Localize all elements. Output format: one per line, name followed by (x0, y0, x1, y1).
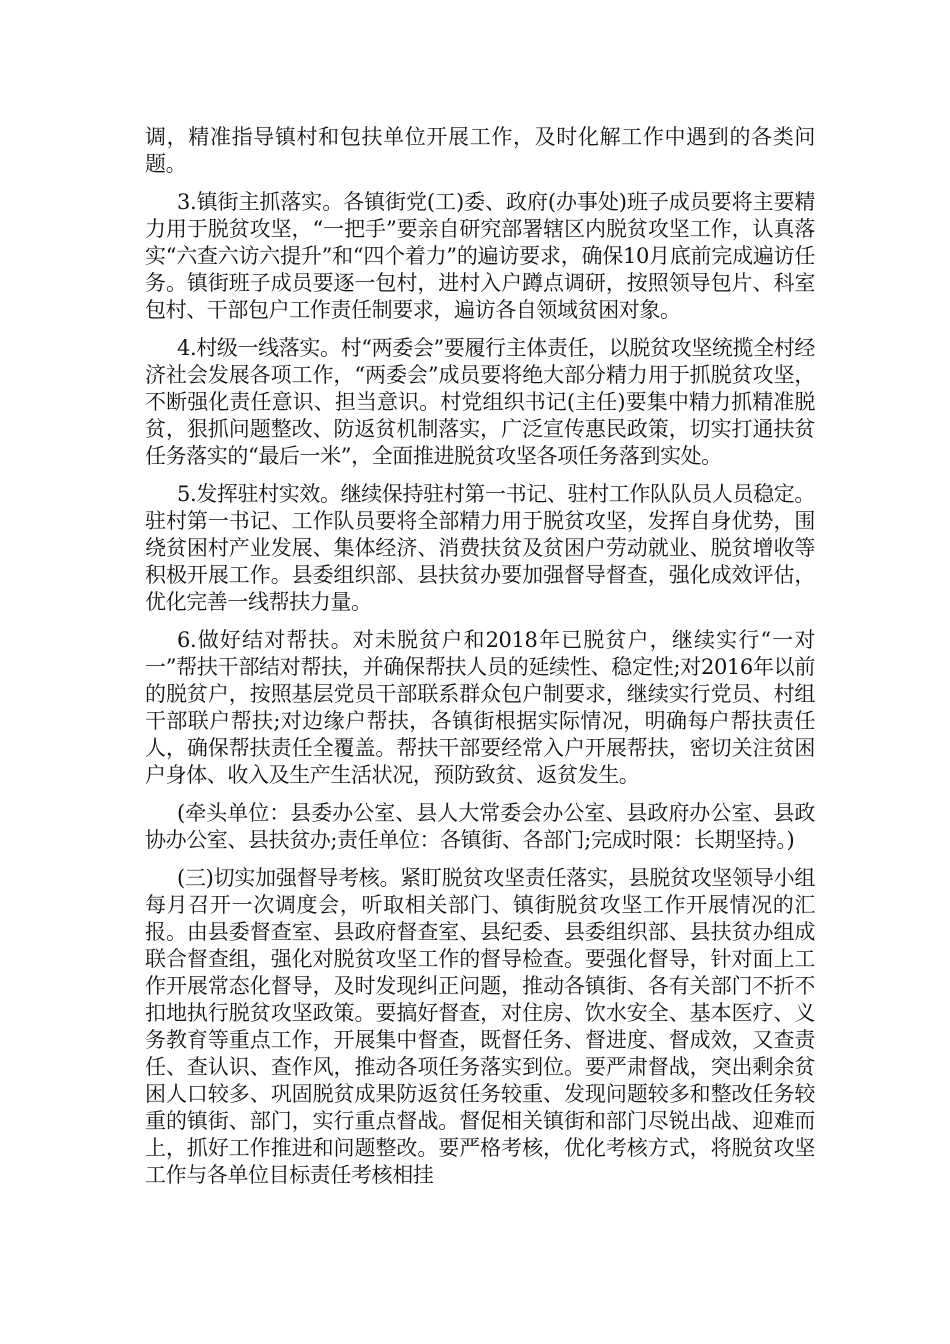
paragraph-continuation: 调，精准指导镇村和包扶单位开展工作，及时化解工作中遇到的各类问题。 (145, 125, 815, 176)
paragraph-section-3: (三)切实加强督导考核。紧盯脱贫攻坚责任落实，县脱贫攻坚领导小组每月召开一次调度会，听取相关部门、镇街脱贫攻坚工作开展情况的汇报。由县委督查室、县政府督查室、县纪委、县委组织部、县扶贫办组成联合督查组，强化对脱贫攻坚工作的督导检查。要强化督导，针对面上工作开展常态化督导，及时发现纠正问题，推动各镇街、各有关部门不折不扣地执行脱贫攻坚政策。要搞好督查，对住房、饮水安全、基本医疗、义务教育等重点工作，开展集中督查，既督任务、督进度、督成效，又查责任、查认识、查作风，推动各项任务落实到位。要严肃督战，突出剩余贫困人口较多、巩固脱贫成果防返贫任务较重、发现问题较多和整改任务较重的镇街、部门，实行重点督战。督促相关镇街和部门尽锐出战、迎难而上，抓好工作推进和问题整改。要严格考核，优化考核方式，将脱贫攻坚工作与各单位目标责任考核相挂 (145, 866, 815, 1187)
paragraph-item-4: 4.村级一线落实。村“两委会”要履行主体责任，以脱贫攻坚统揽全村经济社会发展各项工作，“两委会”成员要将绝大部分精力用于抓脱贫攻坚，不断强化责任意识、担当意识。村党组织书记(主任)要集中精力抓精准脱贫，狠抓问题整改、防返贫机制落实，广泛宣传惠民政策，切实打通扶贫任务落实的“最后一米”，全面推进脱贫攻坚各项任务落到实处。 (145, 336, 815, 468)
paragraph-item-6: 6.做好结对帮扶。对未脱贫户和2018年已脱贫户，继续实行“一对一”帮扶干部结对帮扶，并确保帮扶人员的延续性、稳定性;对2016年以前的脱贫户，按照基层党员干部联系群众包户制要求，继续实行党员、村组干部联户帮扶;对边缘户帮扶，各镇街根据实际情况，明确每户帮扶责任人，确保帮扶责任全覆盖。帮扶干部要经常入户开展帮扶，密切关注贫困户身体、收入及生产生活状况，预防致贫、返贫发生。 (145, 628, 815, 787)
paragraph-item-5: 5.发挥驻村实效。继续保持驻村第一书记、驻村工作队队员人员稳定。驻村第一书记、工作队员要将全部精力用于脱贫攻坚，发挥自身优势，围绕贫困村产业发展、集体经济、消费扶贫及贫困户劳动就业、脱贫增收等积极开展工作。县委组织部、县扶贫办要加强督导督查，强化成效评估，优化完善一线帮扶力量。 (145, 482, 815, 614)
paragraph-responsibility-note: (牵头单位：县委办公室、县人大常委会办公室、县政府办公室、县政协办公室、县扶贫办;责任单位：各镇街、各部门;完成时限：长期坚持。) (145, 801, 815, 852)
paragraph-item-3: 3.镇街主抓落实。各镇街党(工)委、政府(办事处)班子成员要将主要精力用于脱贫攻坚，“一把手”要亲自研究部署辖区内脱贫攻坚工作，认真落实“六查六访六提升”和“四个着力”的遍访要求，确保10月底前完成遍访任务。镇街班子成员要逐一包村，进村入户蹲点调研，按照领导包片、科室包村、干部包户工作责任制要求，遍访各自领域贫困对象。 (145, 190, 815, 322)
document-page (145, 124, 815, 1189)
